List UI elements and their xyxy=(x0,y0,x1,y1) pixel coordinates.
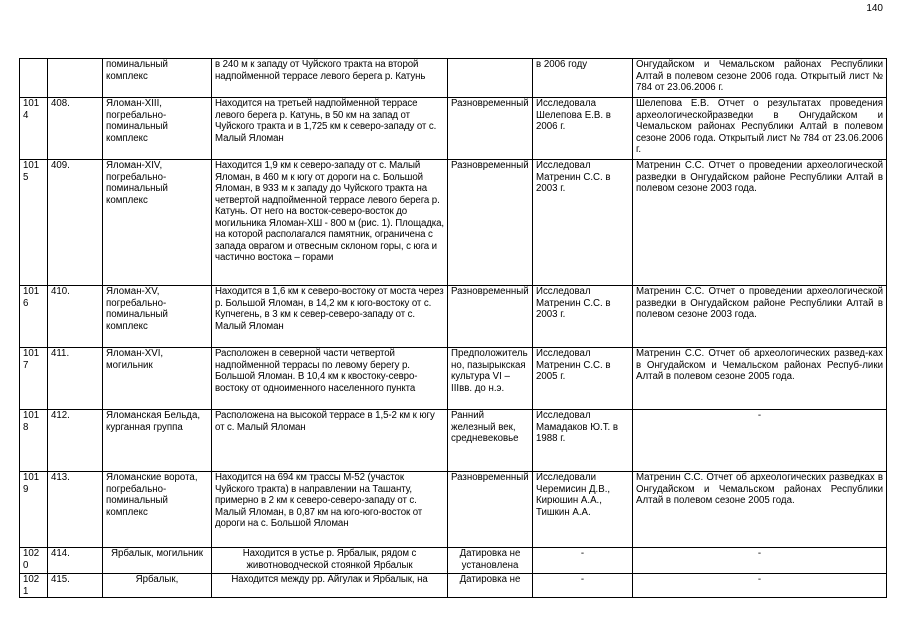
cell-monument-name: Яломан-XIII, погребально-поминальный комплекс xyxy=(103,98,212,160)
cell-dating xyxy=(448,59,533,98)
cell-location: Находится между рр. Айгулак и Ярбалык, на xyxy=(212,574,448,598)
cell-dating: Разновременный xyxy=(448,98,533,160)
cell-monument-name: Яломанские ворота, погребально-поминальный комплекс xyxy=(103,472,212,548)
table-row xyxy=(20,548,887,574)
cell-location: Находится в 1,6 км к северо-востоку от моста через р. Большой Яломан, в 14,2 км к юго-востоку от с. Купчегень, в 3 км к север-северо-западу от с. Малый Яломан xyxy=(212,286,448,348)
cell-researcher: - xyxy=(533,574,633,598)
cell-monument-name: Ярбалык, могильник xyxy=(103,548,212,574)
cell-source: Матренин С.С. Отчет об археологических развед-ках в Онгудайском и Чемальском районах Респуб-лики Алтай в полевом сезоне 2005 года. xyxy=(633,348,887,410)
cell-monument-name: Яломан-XV, погребально-поминальный комплекс xyxy=(103,286,212,348)
cell-dating: Датировка не xyxy=(448,574,533,598)
table-row xyxy=(20,286,887,348)
cell-item-number: 415. xyxy=(48,574,103,598)
cell-source: Онгудайском и Чемальском районах Республики Алтай в полевом сезоне 2006 года. Открытый лист № 784 от 23.06.2006 г. xyxy=(633,59,887,98)
cell-dating: Разновременный xyxy=(448,472,533,548)
table-row xyxy=(20,410,887,472)
cell-registry-number: 1014 xyxy=(20,98,48,160)
cell-source: - xyxy=(633,410,887,472)
cell-item-number: 408. xyxy=(48,98,103,160)
table-row xyxy=(20,160,887,286)
cell-location: Находится на 694 км трассы М-52 (участок Чуйского тракта) в направлении на Ташанту, примерно в 2 км к северо-северо-западу от с. Малый Яломан, в 0,87 км на юго-юго-восток от дороги на с. Большой Яломан xyxy=(212,472,448,548)
cell-dating: Датировка не установлена xyxy=(448,548,533,574)
table-row xyxy=(20,574,887,598)
cell-item-number: 414. xyxy=(48,548,103,574)
cell-item-number: 413. xyxy=(48,472,103,548)
cell-source: Матренин С.С. Отчет о проведении археологической разведки в Онгудайском районе Республики Алтай в полевом сезоне 2003 года. xyxy=(633,286,887,348)
cell-registry-number: 1019 xyxy=(20,472,48,548)
cell-source: - xyxy=(633,574,887,598)
cell-researcher: - xyxy=(533,548,633,574)
cell-dating: Ранний железный век, средневековье xyxy=(448,410,533,472)
cell-registry-number: 1021 xyxy=(20,574,48,598)
table-row xyxy=(20,98,887,160)
cell-source: Шелепова Е.В. Отчет о результатах проведения археологическойразведки в Онгудайском и Чемальском районах Республики Алтай в полевом сезоне 2006 года. Открытый лист № 784 от 23.06.2006 г. xyxy=(633,98,887,160)
cell-registry-number: 1017 xyxy=(20,348,48,410)
cell-location: Находится в устье р. Ярбалык, рядом с животноводческой стоянкой Ярбалык xyxy=(212,548,448,574)
cell-dating: Предположительно, пазырыкская культура VI – IIIвв. до н.э. xyxy=(448,348,533,410)
monuments-table xyxy=(19,58,887,598)
cell-location: Расположена на высокой террасе в 1,5-2 км к югу от с. Малый Яломан xyxy=(212,410,448,472)
cell-monument-name: Яломан-XIV, погребально-поминальный комплекс xyxy=(103,160,212,286)
cell-item-number: 411. xyxy=(48,348,103,410)
cell-registry-number: 1016 xyxy=(20,286,48,348)
cell-item-number: 409. xyxy=(48,160,103,286)
cell-registry-number: 1018 xyxy=(20,410,48,472)
cell-location: Расположен в северной части четвертой надпойменной террасы по левому берегу р. Большой Яломан. В 10,4 км к квостоку-севро-востоку от одноименного населенного пункта xyxy=(212,348,448,410)
cell-item-number: 412. xyxy=(48,410,103,472)
cell-registry-number: 1020 xyxy=(20,548,48,574)
cell-location: Находится на третьей надпойменной террасе левого берега р. Катунь, в 50 км на запад от Чуйского тракта и в 1,725 км к северо-западу от с. Малый Яломан xyxy=(212,98,448,160)
cell-monument-name: Яломан-XVI, могильник xyxy=(103,348,212,410)
table-row xyxy=(20,472,887,548)
cell-monument-name: Яломанская Бельда, курганная группа xyxy=(103,410,212,472)
cell-item-number: 410. xyxy=(48,286,103,348)
cell-registry-number xyxy=(20,59,48,98)
cell-dating: Разновременный xyxy=(448,286,533,348)
cell-location: Находится 1,9 км к северо-западу от с. Малый Яломан, в 460 м к югу от дороги на с. Большой Яломан, в 933 м к западу до Чуйского тракта на четвертой надпойменной террасе левого берега р. Катунь. От него на восток-северо-восток до могильника Яломан-ХШ - 800 м (рис. 1). Площадка, на которой располагался памятник, ограничена с запада оврагом и отвесным склоном горы, с юга и частично востока – горами xyxy=(212,160,448,286)
cell-source: Матренин С.С. Отчет о проведении археологической разведки в Онгудайском районе Республики Алтай в полевом сезоне 2003 года. xyxy=(633,160,887,286)
table-row xyxy=(20,348,887,410)
cell-researcher: Исследовали Черемисин Д.В., Кирюшин А.А., Тишкин А.А. xyxy=(533,472,633,548)
cell-monument-name: Ярбалык, xyxy=(103,574,212,598)
cell-researcher: Исследовал Матренин С.С. в 2005 г. xyxy=(533,348,633,410)
cell-researcher: Исследовал Матренин С.С. в 2003 г. xyxy=(533,286,633,348)
cell-researcher: в 2006 году xyxy=(533,59,633,98)
cell-registry-number: 1015 xyxy=(20,160,48,286)
page-number: 140 xyxy=(866,3,883,14)
cell-source: Матренин С.С. Отчет об археологических разведках в Онгудайском и Чемальском районах Республики Алтай в полевом сезоне 2005 года. xyxy=(633,472,887,548)
cell-monument-name: поминальный комплекс xyxy=(103,59,212,98)
table-row xyxy=(20,59,887,98)
cell-dating: Разновременный xyxy=(448,160,533,286)
cell-location: в 240 м к западу от Чуйского тракта на второй надпойменной террасе левого берега р. Катунь xyxy=(212,59,448,98)
cell-source: - xyxy=(633,548,887,574)
cell-researcher: Исследовал Мамадаков Ю.Т. в 1988 г. xyxy=(533,410,633,472)
cell-researcher: Исследовал Матренин С.С. в 2003 г. xyxy=(533,160,633,286)
cell-researcher: Исследовала Шелепова Е.В. в 2006 г. xyxy=(533,98,633,160)
cell-item-number xyxy=(48,59,103,98)
